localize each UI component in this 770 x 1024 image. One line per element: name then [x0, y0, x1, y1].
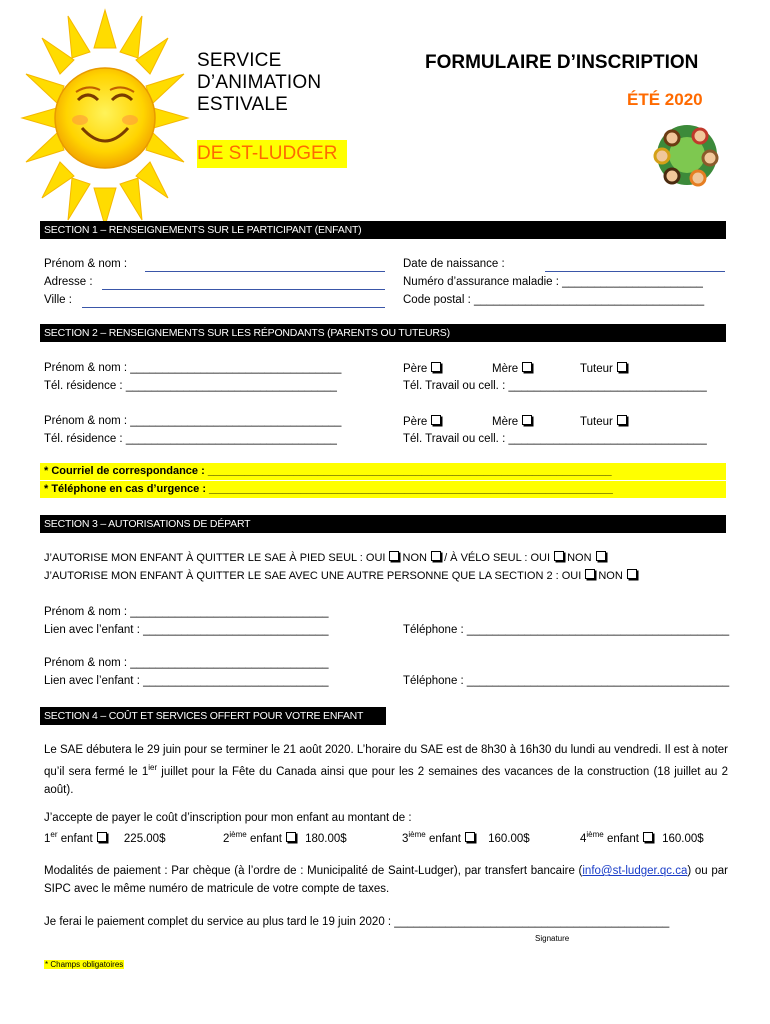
other-non-checkbox[interactable]	[627, 569, 637, 579]
c1-sup: er	[50, 830, 58, 839]
c4-price: 160.00$	[662, 832, 704, 845]
tuteur-checkbox[interactable]	[617, 362, 627, 372]
other-oui-checkbox[interactable]	[585, 569, 595, 579]
c2-num: 2	[223, 832, 230, 845]
birthdate-label: Date de naissance :	[403, 258, 505, 270]
section-3-header: SECTION 3 – AUTORISATIONS DE DÉPART	[40, 515, 726, 533]
schedule-text-a: Le SAE débutera le 29 juin pour se terminer le 21 août 2020. L’horaire du SAE est de 8h30 à 16h30 du lundi au vendredi. Il est à noter qu’il sera fermé le 1	[44, 744, 728, 778]
payment-text-a: Modalités de paiement : Par chèque (à l’ordre de : Municipalité de Saint-Ludger), par transfert bancaire (	[44, 865, 583, 877]
parent1-mere-option[interactable]	[492, 362, 532, 375]
pere-label: Père	[403, 416, 428, 428]
mere-label: Mère	[492, 416, 519, 428]
org-name	[197, 50, 321, 116]
tuteur-label: Tuteur	[580, 416, 613, 428]
parent2-home-phone-field[interactable]: Tél. résidence : _________________________________	[44, 433, 337, 445]
health-insurance-field[interactable]: Numéro d’assurance maladie : ______________________	[403, 276, 703, 288]
emergency-phone-field[interactable]: * Téléphone en cas d’urgence : __________________________________________________________________	[44, 483, 613, 495]
non-label: NON	[598, 570, 623, 582]
child-name-label: Prénom & nom :	[44, 258, 128, 270]
required-fields-note: * Champs obligatoires	[45, 960, 124, 969]
address-label: Adresse :	[44, 276, 93, 288]
c4-num: 4	[580, 832, 587, 845]
c2-txt: enfant	[246, 832, 282, 845]
c1-num: 1	[44, 832, 51, 845]
person2-relation-field[interactable]: Lien avec l’enfant : _____________________________	[44, 675, 329, 687]
postal-code-field[interactable]: Code postal : ____________________________________	[403, 294, 705, 306]
bike-non-checkbox[interactable]	[596, 551, 606, 561]
parent2-work-phone-field[interactable]: Tél. Travail ou cell. : _______________________________	[403, 433, 707, 445]
authorization-alone-line	[44, 551, 606, 564]
cost-child-4	[580, 830, 704, 845]
pere-checkbox[interactable]	[431, 362, 441, 372]
parent2-tuteur-option[interactable]	[580, 415, 627, 428]
form-title: FORMULAIRE D’INSCRIPTION	[425, 52, 699, 73]
schedule-paragraph	[44, 741, 728, 799]
non-label: NON	[402, 552, 427, 564]
bike-oui-checkbox[interactable]	[554, 551, 564, 561]
payment-text-b: ) ou par SIPC avec le même numéro de matricule de votre compte de taxes.	[44, 865, 728, 895]
tuteur-checkbox[interactable]	[617, 415, 627, 425]
c4-txt: enfant	[603, 832, 639, 845]
birthdate-field[interactable]	[545, 271, 725, 272]
c3-txt: enfant	[425, 832, 461, 845]
org-line-3: ESTIVALE	[197, 94, 289, 115]
city-field[interactable]	[82, 307, 385, 308]
pere-checkbox[interactable]	[431, 415, 441, 425]
city-label: Ville :	[44, 294, 72, 306]
cost-child-1	[44, 830, 165, 845]
cost-child-2	[223, 830, 347, 845]
child3-checkbox[interactable]	[465, 832, 475, 842]
walk-non-checkbox[interactable]	[431, 551, 441, 561]
mere-label: Mère	[492, 363, 519, 375]
section-2-header: SECTION 2 – RENSEIGNEMENTS SUR LES RÉPONDANTS (PARENTS OU TUTEURS)	[40, 324, 726, 342]
parent2-mere-option[interactable]	[492, 415, 532, 428]
email-field[interactable]: * Courriel de correspondance : __________________________________________________________________	[44, 465, 612, 477]
c2-price: 180.00$	[305, 832, 347, 845]
parent1-pere-option[interactable]	[403, 362, 441, 375]
person1-name-field[interactable]: Prénom & nom : _______________________________	[44, 606, 329, 618]
cost-child-3	[402, 830, 530, 845]
person2-name-field[interactable]: Prénom & nom : _______________________________	[44, 657, 329, 669]
parent2-pere-option[interactable]	[403, 415, 441, 428]
walk-oui-checkbox[interactable]	[389, 551, 399, 561]
c1-txt: enfant	[57, 832, 93, 845]
c3-price: 160.00$	[488, 832, 530, 845]
child-name-field[interactable]	[145, 271, 385, 272]
person1-phone-field[interactable]: Téléphone : _________________________________________	[403, 624, 730, 636]
mere-checkbox[interactable]	[522, 415, 532, 425]
bike-text: / À VÉLO SEUL : OUI	[444, 552, 551, 564]
payment-deadline-field[interactable]: Je ferai le paiement complet du service au plus tard le 19 juin 2020 : ___________________________________________	[44, 916, 670, 928]
child4-checkbox[interactable]	[643, 832, 653, 842]
person1-relation-field[interactable]: Lien avec l’enfant : _____________________________	[44, 624, 329, 636]
mere-checkbox[interactable]	[522, 362, 532, 372]
auth-alone-text: J’AUTORISE MON ENFANT À QUITTER LE SAE À PIED SEUL : OUI	[44, 552, 386, 564]
parent1-tuteur-option[interactable]	[580, 362, 627, 375]
parent1-home-phone-field[interactable]: Tél. résidence : _________________________________	[44, 380, 337, 392]
payment-methods-paragraph	[44, 862, 728, 898]
parent2-name-field[interactable]: Prénom & nom : _________________________________	[44, 415, 342, 427]
org-line-2: D’ANIMATION	[197, 72, 322, 93]
accept-payment-text: J’accepte de payer le coût d’inscription pour mon enfant au montant de :	[44, 812, 412, 824]
email-link[interactable]: info@st-ludger.qc.ca	[582, 865, 688, 877]
authorization-other-line	[44, 569, 637, 582]
child1-checkbox[interactable]	[97, 832, 107, 842]
parent1-work-phone-field[interactable]: Tél. Travail ou cell. : _______________________________	[403, 380, 707, 392]
auth-other-text: J’AUTORISE MON ENFANT À QUITTER LE SAE AVEC UNE AUTRE PERSONNE QUE LA SECTION 2 : OUI	[44, 570, 582, 582]
address-field[interactable]	[102, 289, 385, 290]
children-circle-icon	[650, 122, 724, 188]
c2-sup: ième	[229, 830, 247, 839]
org-line-1: SERVICE	[197, 50, 282, 71]
person2-phone-field[interactable]: Téléphone : _________________________________________	[403, 675, 730, 687]
schedule-text-b: juillet pour la Fête du Canada ainsi que pour les 2 semaines des vacances de la construction (18 juillet au 2 août).	[44, 765, 728, 796]
non-label: NON	[567, 552, 592, 564]
section-4-header: SECTION 4 – COÛT ET SERVICES OFFERT POUR VOTRE ENFANT	[40, 707, 386, 725]
sun-logo-icon	[20, 8, 190, 228]
schedule-sup: ier	[148, 763, 158, 772]
parent1-name-field[interactable]: Prénom & nom : _________________________________	[44, 362, 342, 374]
season-label: ÉTÉ 2020	[627, 90, 703, 109]
pere-label: Père	[403, 363, 428, 375]
tuteur-label: Tuteur	[580, 363, 613, 375]
signature-label: Signature	[535, 934, 570, 943]
c3-sup: ième	[408, 830, 426, 839]
section-1-header: SECTION 1 – RENSEIGNEMENTS SUR LE PARTICIPANT (ENFANT)	[40, 221, 726, 239]
org-place: DE ST-LUDGER	[197, 140, 347, 168]
c3-num: 3	[402, 832, 409, 845]
child2-checkbox[interactable]	[286, 832, 296, 842]
c1-price: 225.00$	[123, 832, 166, 845]
c4-sup: ième	[586, 830, 604, 839]
